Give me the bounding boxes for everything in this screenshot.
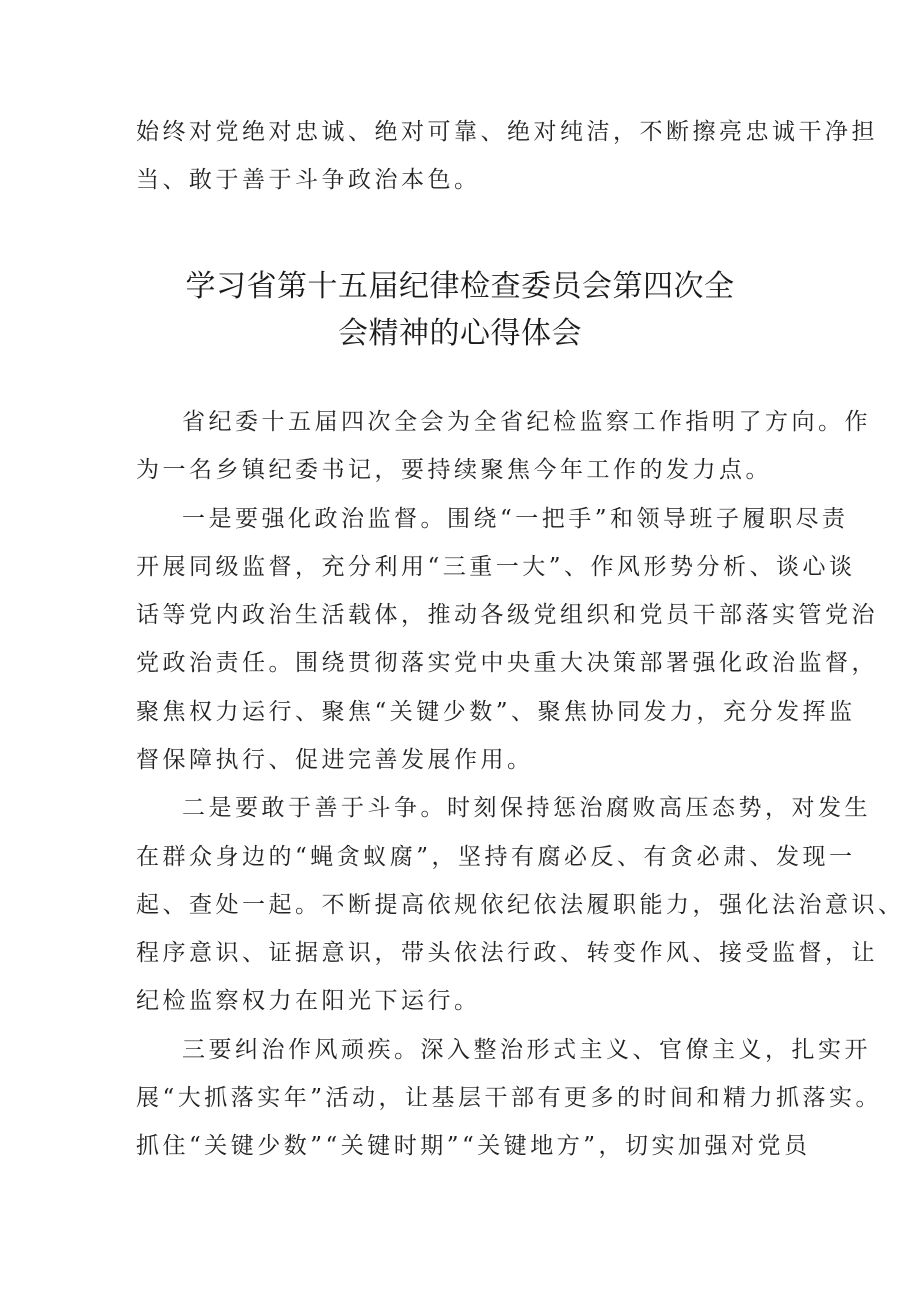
paragraph-4-line-1: 三要纠治作风顽疾。深入整治形式主义、官僚主义，扎实开 — [182, 1037, 871, 1063]
paragraph-2-line-3: 话等党内政治生活载体，推动各级党组织和党员干部落实管党治 — [136, 602, 878, 628]
paragraph-2-line-6: 督保障执行、促进完善发展作用。 — [136, 747, 534, 773]
paragraph-1-line-1: 省纪委十五届四次全会为全省纪检监察工作指明了方向。作 — [182, 409, 871, 435]
paragraph-2-line-4: 党政治责任。围绕贯彻落实党中央重大决策部署强化政治监督， — [136, 650, 878, 676]
intro-line-2: 当、敢于善于斗争政治本色。 — [136, 167, 481, 193]
paragraph-4-line-3: 抓住“关键少数”“关键时期”“关键地方”，切实加强对党员 — [136, 1133, 811, 1159]
paragraph-3-line-1: 二是要敢于善于斗争。时刻保持惩治腐败高压态势，对发生 — [182, 795, 871, 821]
paragraph-3-line-3: 起、查处一起。不断提高依规依纪依法履职能力，强化法治意识、 — [136, 892, 905, 918]
paragraph-2-line-2: 开展同级监督，充分利用“三重一大”、作风形势分析、谈心谈 — [136, 554, 856, 580]
paragraph-1-line-2: 为一名乡镇纪委书记，要持续聚焦今年工作的发力点。 — [136, 457, 772, 483]
intro-line-1: 始终对党绝对忠诚、绝对可靠、绝对纯洁，不断擦亮忠诚干净担 — [136, 119, 878, 145]
paragraph-2-line-5: 聚焦权力运行、聚焦“关键少数”、聚焦协同发力，充分发挥监 — [136, 699, 856, 725]
paragraph-4-line-2: 展“大抓落实年”活动，让基层干部有更多的时间和精力抓落实。 — [136, 1085, 883, 1111]
paragraph-3-line-5: 纪检监察权力在阳光下运行。 — [136, 988, 481, 1014]
paragraph-2-line-1: 一是要强化政治监督。围绕“一把手”和领导班子履职尽责 — [182, 506, 849, 532]
document-title-line-1: 学习省第十五届纪律检查委员会第四次全 — [185, 269, 735, 304]
paragraph-3-line-4: 程序意识、证据意识，带头依法行政、转变作风、接受监督，让 — [136, 940, 878, 966]
document-title-line-2: 会精神的心得体会 — [338, 316, 582, 351]
paragraph-3-line-2: 在群众身边的“蝇贪蚁腐”，坚持有腐必反、有贪必肃、发现一 — [136, 844, 856, 870]
